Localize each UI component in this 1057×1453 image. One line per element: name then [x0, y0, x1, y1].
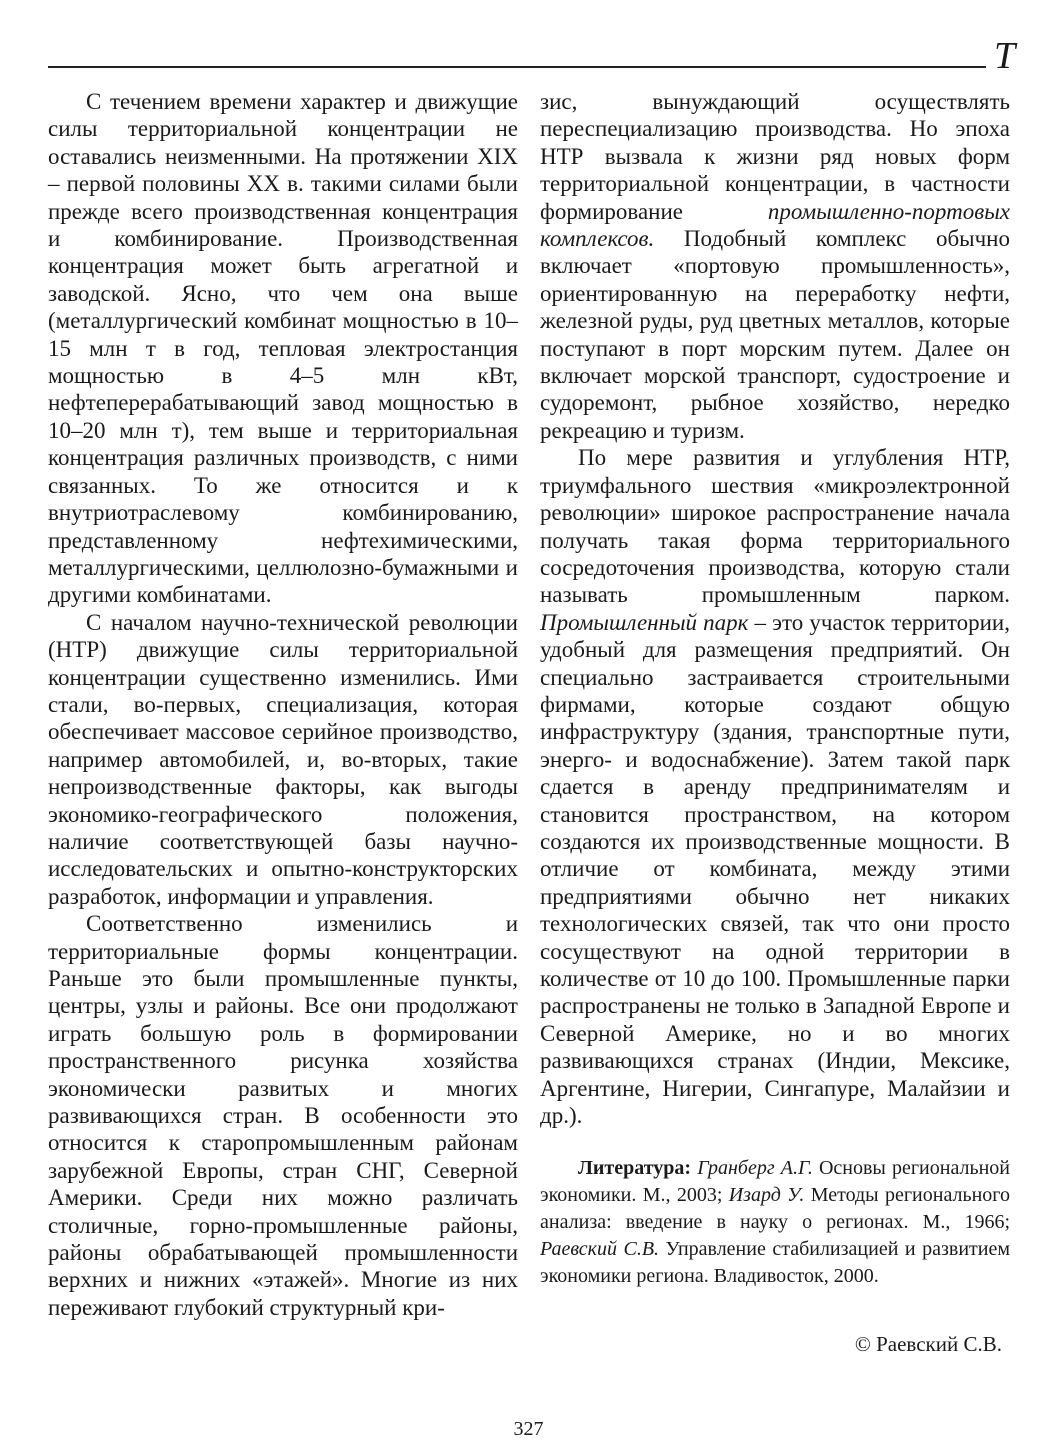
- paragraph: Соответственно изменились и территориальные формы концентрации. Раньше это были промышленные пункты, центры, узлы и районы. Все они продолжают играть большую роль в формировании пространственного рисунка хозяйства экономически развитых и многих развивающихся стран. В особенности это относится к старопромышленным районам зарубежной Европы, стран СНГ, Северной Америки. Среди них можно различать столичные, горно-промышленные районы, районы обрабатывающей промышленности верхних и нижних «этажей». Многие из них переживают глубокий структурный кри-: [48, 911, 518, 1320]
- reference-author: Раевский С.В.: [540, 1238, 660, 1261]
- section-letter: T: [994, 35, 1016, 77]
- reference-work: Методы регионального анализа: введение в науку о регионах. М., 1966;: [540, 1184, 1011, 1234]
- literature-references: [540, 1155, 1010, 1290]
- reference-author: Гранберг А.Г.: [697, 1157, 813, 1180]
- literature-label: Литература:: [578, 1157, 692, 1180]
- paragraph-continued: [540, 88, 1010, 444]
- paragraph: С началом научно-технической революции (НТР) движущие силы территориальной концентрации существенно изменились. Ими стали, во-первых, специализация, которая обеспечивает массовое серийное производство, например автомобилей, и, во-вторых, такие непроизводственные факторы, как выгоды экономико-географического положения, наличие соответствующей базы научно-исследовательских и опытно-конструкторских разработок, информации и управления.: [48, 609, 518, 909]
- italic-term: промышленно-портовых комплексов.: [540, 198, 1010, 252]
- text-run: – это участок территории, удобный для размещения предприятий. Он специально застраивается строительными фирмами, которые создают общую инфраструктуру (здания, транспортные пути, энерго- и водоснабжение). Затем такой парк сдается в аренду предпринимателям и становится пространством, на котором создаются их производственные мощности. В отличие от комбината, между этими предприятиями обычно нет никаких технологических связей, так что они просто сосуществуют на одной территории в количестве от 10 до 100. Промышленные парки распространены не только в Западной Европе и Северной Америке, но и во многих развивающихся странах (Индии, Мексике, Аргентине, Нигерии, Сингапуре, Малайзии и др.).: [540, 609, 1010, 1129]
- text-run: зис, вынуждающий осуществлять переспециализацию производства. Но эпоха НТР вызвала к жизни ряд новых форм территориальной концентрации, в частности формирование: [540, 89, 1010, 224]
- left-column: [48, 88, 518, 1321]
- italic-term: Промышленный парк: [540, 609, 749, 635]
- right-column: [540, 88, 1010, 1290]
- copyright-author: © Раевский С.В.: [854, 1332, 1002, 1356]
- reference-work: Основы региональной экономики. М., 2003;: [540, 1157, 1011, 1207]
- header-rule: [48, 66, 986, 68]
- paragraph: С течением времени характер и движущие силы территориальной концентрации не оставались неизменными. На протяжении XIX – первой половины XX в. такими силами были прежде всего производственная концентрация и комбинирование. Производственная концентрация может быть агрегатной и заводской. Ясно, что чем она выше (металлургический комбинат мощностью в 10–15 млн т в год, тепловая электростанция мощностью в 4–5 млн кВт, нефтеперерабатывающий завод мощностью в 10–20 млн т), тем выше и территориальная концентрация различных производств, с ними связанных. То же относится и к внутриотраслевому комбинированию, представленному нефтехимическими, металлургическими, целлюлозно-бумажными и другими комбинатами.: [48, 89, 518, 608]
- text-run: По мере развития и углубления НТР, триумфального шествия «микроэлектронной революции» широкое распространение начала получать такая форма территориального сосредоточения производства, которую стали называть промышленным парком.: [540, 445, 1010, 608]
- text-run: Подобный комплекс обычно включает «портовую промышленность», ориентированную на переработку нефти, железной руды, руд цветных металлов, которые поступают в порт морским путем. Далее он включает морской транспорт, судостроение и судоремонт, рыбное хозяйство, нередко рекреацию и туризм.: [540, 226, 1010, 443]
- reference-author: Изард У.: [728, 1184, 805, 1207]
- paragraph: [540, 444, 1010, 1129]
- reference-work: Управление стабилизацией и развитием экономики региона. Владивосток, 2000.: [540, 1238, 1010, 1288]
- page-number: 327: [513, 1418, 544, 1440]
